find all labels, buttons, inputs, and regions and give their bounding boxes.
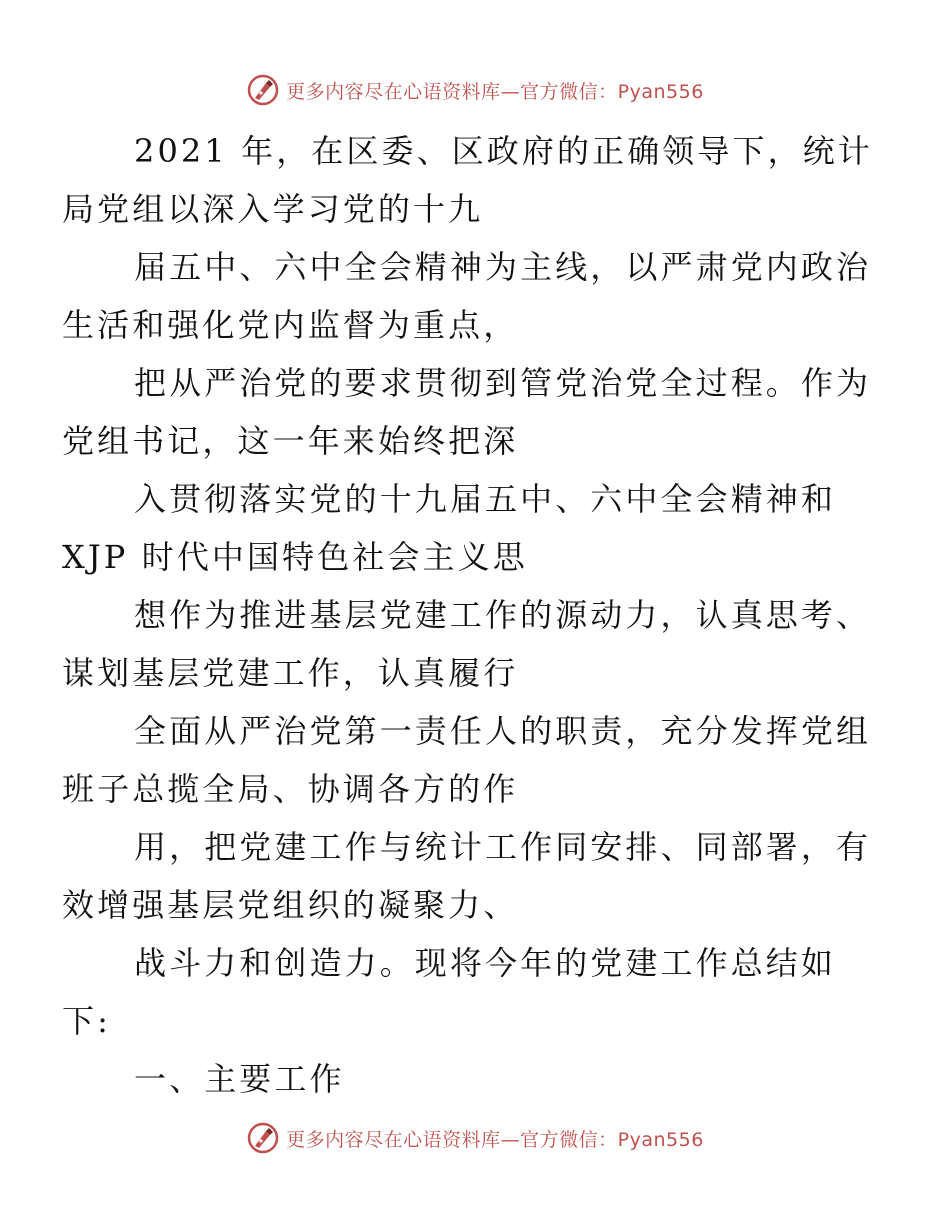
paragraph [62, 470, 858, 586]
paragraph-line: 2021 年，在区委、区政府的正确领导下，统计 [134, 132, 873, 170]
paragraph-line: 党组书记，这一年来始终把深 [62, 422, 519, 460]
paragraph-line: 班子总揽全局、协调各方的作 [62, 770, 519, 808]
paragraph-line: XJP 时代中国特色社会主义思 [62, 538, 528, 576]
paragraph [62, 586, 872, 702]
section-heading: 一、主要工作 [134, 1060, 345, 1098]
paragraph-line: 局党组以深入学习党的十九 [62, 190, 484, 228]
paragraph-line: 战斗力和创造力。现将今年的党建工作总结如 [134, 944, 837, 982]
footer-watermark [0, 1118, 950, 1158]
paragraph [62, 122, 873, 238]
paragraph-line: 届五中、六中全会精神为主线，以严肃党内政治 [134, 248, 872, 286]
paragraph-line: 用，把党建工作与统计工作同安排、同部署，有 [134, 828, 872, 866]
document-body [62, 122, 873, 1108]
watermark-text: 更多内容尽在心语资料库—官方微信：Pyan556 [286, 1128, 704, 1151]
paragraph [62, 934, 858, 1050]
paragraph-line: 入贯彻落实党的十九届五中、六中全会精神和 [134, 480, 837, 518]
paragraph-line: 生活和强化党内监督为重点， [62, 306, 519, 344]
paragraph-line: 下: [62, 1002, 111, 1040]
paragraph [62, 238, 872, 354]
paragraph-line: 想作为推进基层党建工作的源动力，认真思考、 [134, 596, 872, 634]
paragraph-line: 谋划基层党建工作，认真履行 [62, 654, 519, 692]
paragraph-line: 全面从严治党第一责任人的职责，充分发挥党组 [134, 712, 872, 750]
pen-nib-circle-icon [246, 1121, 280, 1155]
watermark-text: 更多内容尽在心语资料库—官方微信：Pyan556 [286, 80, 704, 103]
header-watermark [0, 70, 950, 110]
pen-nib-circle-icon [246, 73, 280, 107]
paragraph-line: 效增强基层党组织的凝聚力、 [62, 886, 519, 924]
paragraph [62, 818, 872, 934]
paragraph [62, 702, 872, 818]
paragraph-line: 把从严治党的要求贯彻到管党治党全过程。作为 [134, 364, 872, 402]
paragraph [62, 354, 872, 470]
